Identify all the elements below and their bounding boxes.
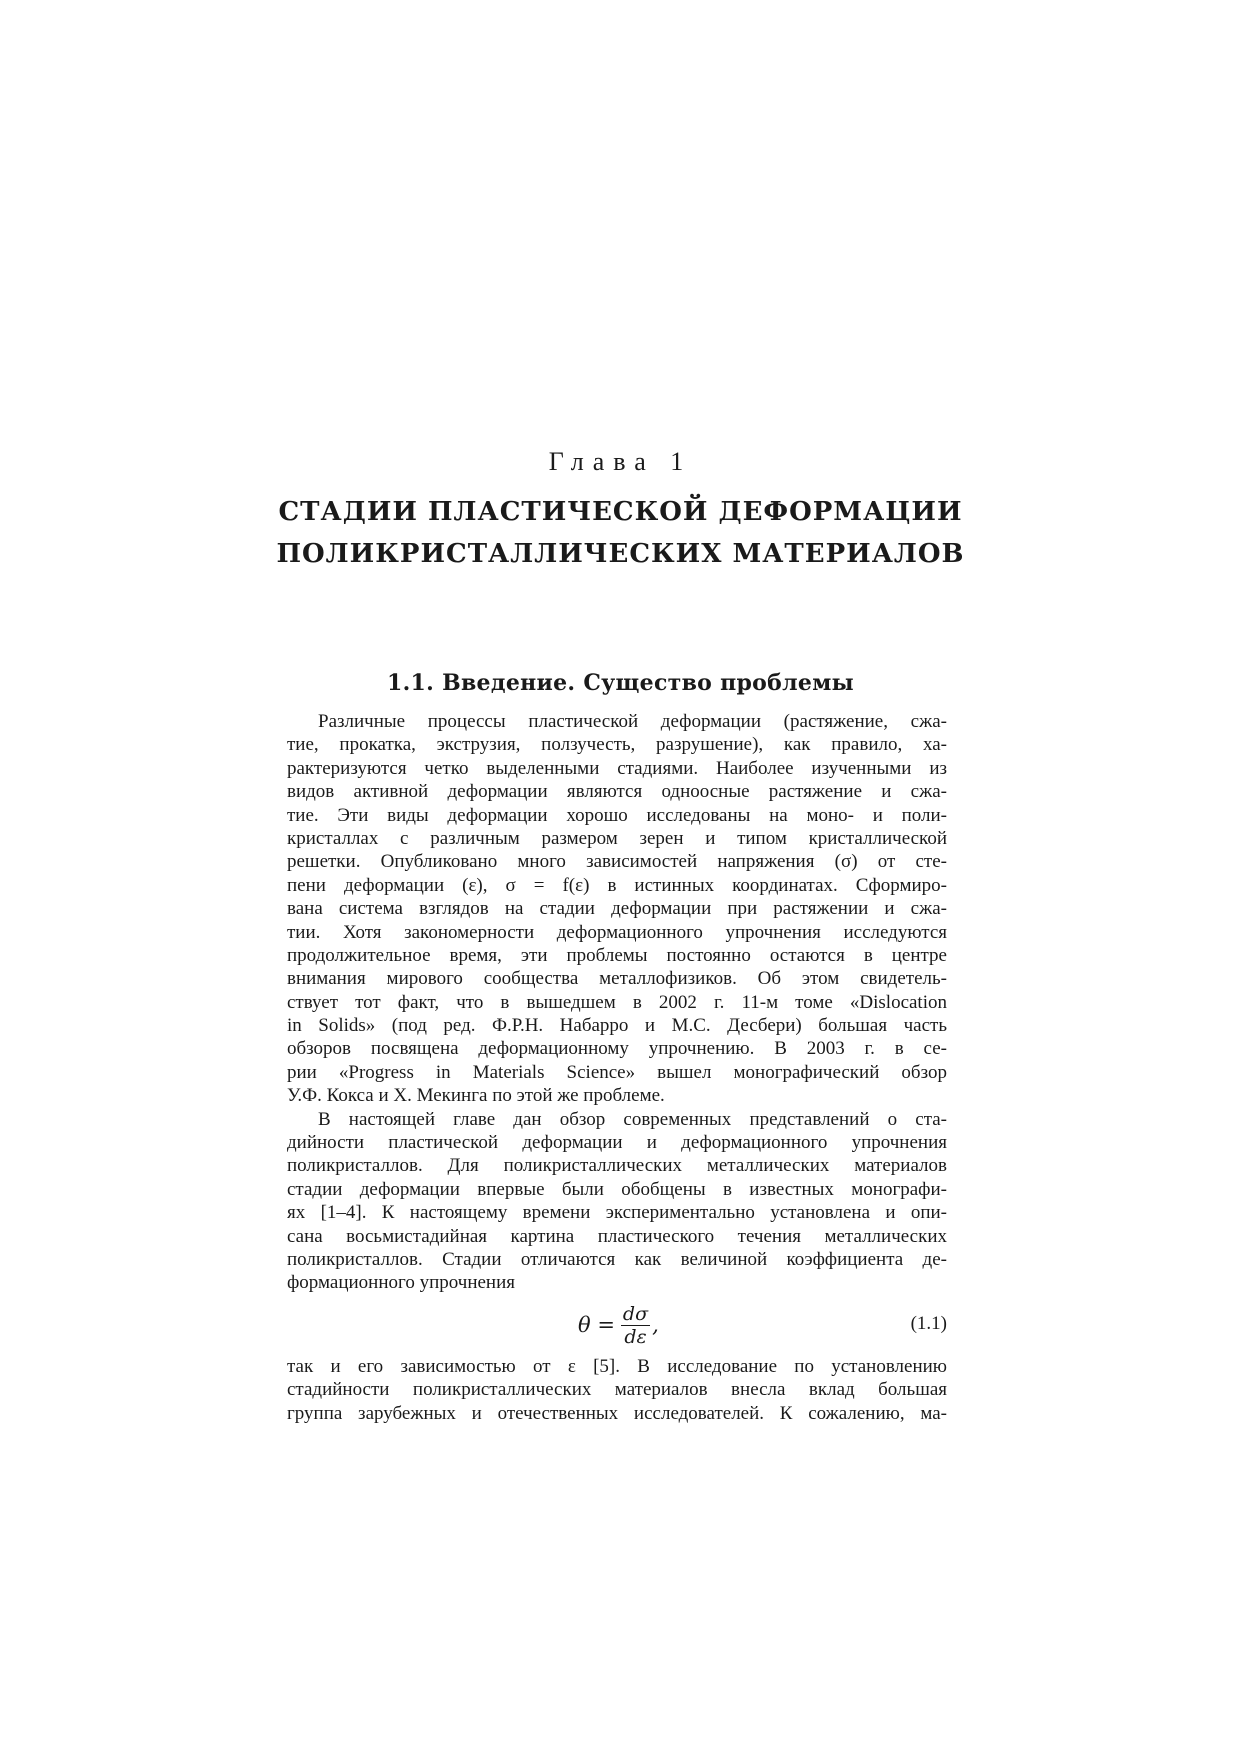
section-title: 1.1. Введение. Существо проблемы xyxy=(386,670,854,696)
body-text xyxy=(287,710,947,1425)
text-line: Различные процессы пластической деформации (растяжение, сжа- xyxy=(318,711,947,732)
equation-fraction xyxy=(621,1303,650,1348)
text-line: ях [1–4]. К настоящему времени экспериментально установлена и опи- xyxy=(287,1202,947,1224)
text-line: тии. Хотя закономерности деформационного упрочнения исследуются xyxy=(287,921,947,943)
text-line: рактеризуются четко выделенными стадиями. Наиболее изученными из xyxy=(287,757,947,779)
text-line: группа зарубежных и отечественных исследователей. К сожалению, ма- xyxy=(287,1402,947,1424)
text-line: так и его зависимостью от ε [5]. В исследование по установлению xyxy=(287,1355,947,1377)
text-line: стадии деформации впервые были обобщены в известных монографи- xyxy=(287,1178,947,1200)
text-line: внимания мирового сообщества металлофизиков. Об этом свидетель- xyxy=(287,968,947,990)
text-line: видов активной деформации являются одноосные растяжение и сжа- xyxy=(287,781,947,803)
text-line: тие. Эти виды деформации хорошо исследованы на моно- и поли- xyxy=(287,804,947,826)
text-line: сана восьмистадийная картина пластического течения металлических xyxy=(287,1225,947,1247)
text-line: вана система взглядов на стадии деформации при растяжении и сжа- xyxy=(287,898,947,920)
paragraph-1 xyxy=(287,710,947,1108)
equation-number: (1.1) xyxy=(910,1312,947,1334)
paragraph-3 xyxy=(287,1355,947,1425)
text-line: кристаллах с различным размером зерен и типом кристаллической xyxy=(287,827,947,849)
fraction-denominator: dε xyxy=(624,1325,647,1348)
fraction-numerator: dσ xyxy=(622,1302,649,1325)
text-line: обзоров посвящена деформационному упрочнению. В 2003 г. в се- xyxy=(287,1038,947,1060)
text-line: in Solids» (под ред. Ф.Р.Н. Набарро и М.С. Десбери) большая часть xyxy=(287,1015,947,1037)
text-line: продолжительное время, эти проблемы постоянно остаются в центре xyxy=(287,944,947,966)
equation-lhs: θ = xyxy=(578,1313,615,1338)
text-line: пени деформации (ε), σ = f(ε) в истинных координатах. Сформиро- xyxy=(287,874,947,896)
chapter-title-line-1: СТАДИИ ПЛАСТИЧЕСКОЙ ДЕФОРМАЦИИ xyxy=(278,497,963,527)
equation-comma: , xyxy=(652,1313,659,1338)
text-line: ствует тот факт, что в вышедшем в 2002 г. 11-м томе «Dislocation xyxy=(287,991,947,1013)
text-line: стадийности поликристаллических материалов внесла вклад большая xyxy=(287,1379,947,1401)
text-line: У.Ф. Кокса и Х. Мекинга по этой же проблеме. xyxy=(287,1085,665,1107)
text-line: решетки. Опубликовано много зависимостей напряжения (σ) от сте- xyxy=(287,851,947,873)
equation-1-1 xyxy=(287,1297,947,1353)
text-line: поликристаллов. Для поликристаллических металлических материалов xyxy=(287,1155,947,1177)
text-line: рии «Progress in Materials Science» вышел монографический обзор xyxy=(287,1061,947,1083)
chapter-title xyxy=(0,491,1241,575)
text-line: поликристаллов. Стадии отличаются как величиной коэффициента де- xyxy=(287,1248,947,1270)
text-line: В настоящей главе дан обзор современных представлений о ста- xyxy=(318,1108,947,1130)
chapter-title-line-2: ПОЛИКРИСТАЛЛИЧЕСКИХ МАТЕРИАЛОВ xyxy=(276,539,965,569)
text-line: дийности пластической деформации и деформационного упрочнения xyxy=(287,1132,947,1154)
chapter-label: Глава 1 xyxy=(548,447,693,476)
text-line: формационного упрочнения xyxy=(287,1272,515,1294)
equation-expression xyxy=(578,1303,659,1348)
text-line: тие, прокатка, экструзия, ползучесть, разрушение), как правило, ха- xyxy=(287,734,947,756)
paragraph-2 xyxy=(287,1108,947,1295)
